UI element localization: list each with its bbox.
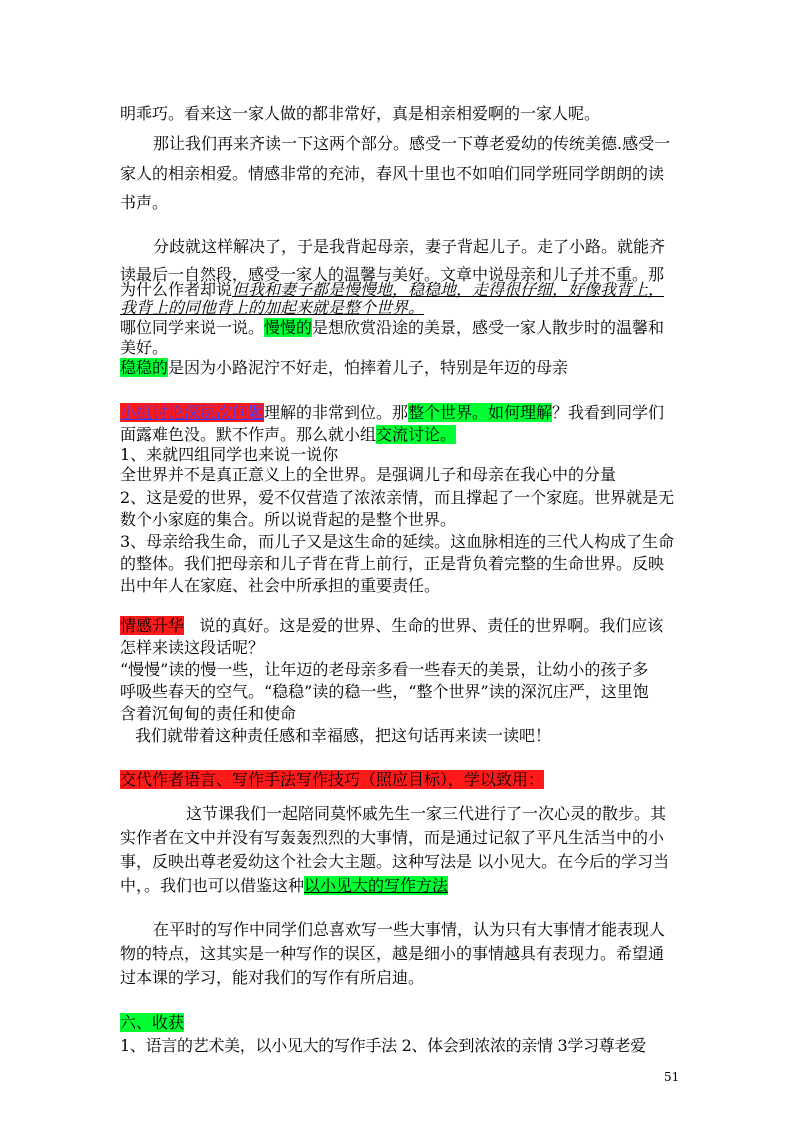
text-run: 理解的非常到位。那 [264,403,409,422]
text-line: 明乖巧。看来这一家人做的都非常好，真是相亲相爱啊的一家人呢。 [120,104,601,123]
text-line: 数个小家庭的集合。所以说背起的是整个世界。 [120,510,457,529]
text-line [120,876,448,896]
text-line: 读最后一自然段，感受一家人的温馨与美好。文章中说母亲和儿子并不重。那 [120,265,665,284]
text-line: 美好。 [120,338,169,357]
text-line [120,358,568,378]
text-line: 物的特点，这其实是一种写作的误区，越是细小的事情越具有表现力。希望通 [120,944,665,963]
text-line: 出中年人在家庭、社会中所承担的重要责任。 [120,576,441,595]
highlight-green: 稳稳的 [120,358,169,377]
text-run: 是因为小路泥泞不好走，怕摔着儿子，特别是年迈的母亲 [168,358,569,377]
section-heading-red: 小组讨论深层次问题 [120,403,265,422]
text-line [120,403,664,423]
text-line [120,318,664,338]
text-run: 面露难色没。默不作声。那么就小组 [120,425,377,444]
text-line: 怎样来读这段话呢？ [120,638,265,657]
text-line: 的整体。我们把母亲和儿子背在背上前行，正是背负着完整的生命世界。反映 [120,554,665,573]
text-run: 为什么作者却说 [120,280,233,299]
text-run: 哪位同学来说一说。 [120,318,265,337]
text-line: 2、这是爱的世界，爱不仅营造了浓浓亲情，而且撑起了一个家庭。世界就是无 [120,488,675,507]
text-line: 那让我们再来齐读一下这两个部分。感受一下尊老爱幼的传统美德.感受一 [153,134,671,153]
highlight-green: 交流讨论。 [376,425,457,444]
text-line: 在平时的写作中同学们总喜欢写一些大事情，认为只有大事情才能表现人 [153,920,666,939]
text-line: 这节课我们一起陪同莫怀戚先生一家三代进行了一次心灵的散步。其 [186,804,667,823]
text-line: 全世界并不是真正意义上的全世界。是强调儿子和母亲在我心中的分量 [120,465,617,484]
text-line: 3、母亲给我生命，而儿子又是这生命的延续。这血脉相连的三代人构成了生命 [120,532,675,551]
text-run: ？我看到同学们 [552,403,665,422]
text-line: 呼吸些春天的空气。“稳稳”读的稳一些，“整个世界”读的深沉庄严，这里饱 [120,682,649,701]
text-line [120,770,544,790]
page-number: 51 [664,1070,680,1084]
text-line: 1、语言的艺术美，以小见大的写作手法 2、体会到浓浓的亲情 3学习尊老爱 [120,1036,646,1055]
text-line: 实作者在文中并没有写轰轰烈烈的大事情，而是通过记叙了平凡生活当中的小 [120,828,665,847]
section-heading-red: 交代作者语言、写作手法写作技巧（照应目标），学以致用： [120,770,545,789]
text-line: 过本课的学习，能对我们的写作有所启迪。 [120,968,425,987]
highlight-green: 整个世界。如何理解 [408,403,553,422]
highlight-green: 以小见大的写作方法 [304,876,449,895]
text-run: 说的真好。这是爱的世界、生命的世界、责任的世界啊。我们应该 [184,616,664,635]
highlight-green: 慢慢的 [264,318,313,337]
text-line: 1、来就四组同学也来说一说你 [120,445,339,464]
text-line: 我们就带着这种责任感和幸福感，把这句话再来读一读吧！ [135,726,552,745]
section-heading-red: 情感升华 [120,616,185,635]
text-line [120,616,663,636]
text-line [120,280,664,300]
quoted-sentence: 但我和妻子都是慢慢地，稳稳地，走得很仔细，好像我背上， [232,280,665,299]
text-line: 事，反映出尊老爱幼这个社会大主题。这种写法是 以小见大。在今后的学习当 [120,852,670,871]
text-run: 中，。我们也可以借鉴这种 [120,876,305,895]
text-line [120,1013,184,1033]
quoted-sentence: 我背上的同他背上的加起来就是整个世界。 [120,298,425,317]
text-line: 书声。 [120,193,169,212]
text-run: 是想欣赏沿途的美景，感受一家人散步时的温馨和 [312,318,665,337]
text-line: “慢慢”读的慢一些，让年迈的老母亲多看一些春天的美景，让幼小的孩子多 [120,660,649,679]
text-line: 家人的相亲相爱。情感非常的充沛，春风十里也不如咱们同学班同学朗朗的读 [120,164,665,183]
text-line: 分歧就这样解决了，于是我背起母亲，妻子背起儿子。走了小路。就能齐 [153,237,666,256]
text-line [120,425,456,445]
text-line: 含着沉甸甸的责任和使命 [120,704,297,723]
section-heading-green: 六、收获 [120,1013,185,1032]
